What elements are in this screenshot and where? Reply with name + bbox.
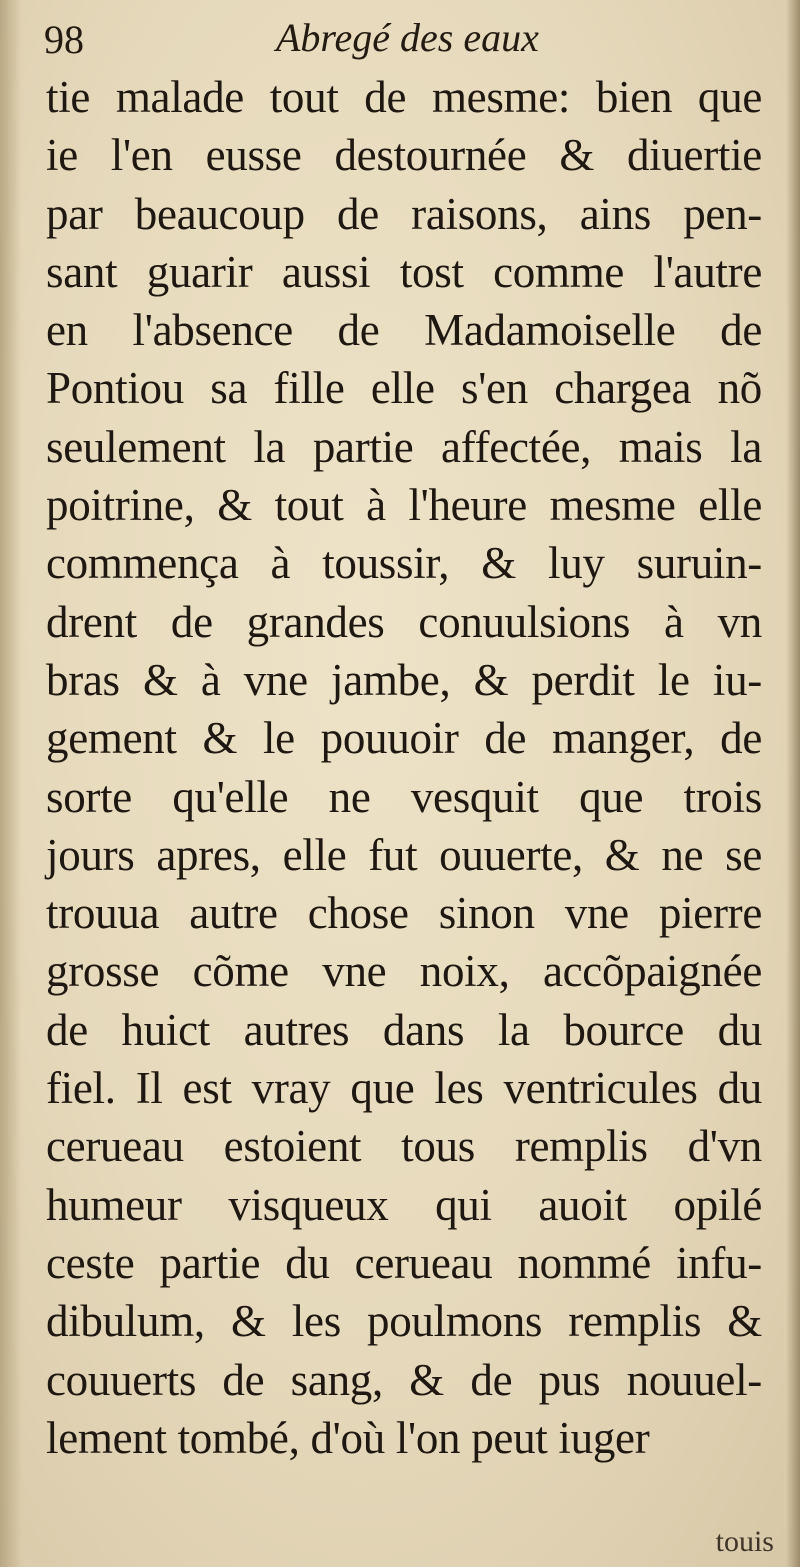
text-line: poitrine, & tout à l'heure mesme elle [46, 480, 762, 531]
text-line: lement tombé, d'où l'on peut iuger [46, 1412, 650, 1463]
text-line: ie l'en eusse destournée & diuertie [46, 130, 762, 181]
text-line: sorte qu'elle ne vesquit que trois [46, 771, 762, 822]
text-line: par beaucoup de raisons, ains pen- [46, 188, 762, 239]
text-line: commença à toussir, & luy suruin- [46, 538, 762, 589]
page-gutter-shadow [0, 0, 22, 1567]
catchword: touis [715, 1525, 774, 1558]
text-line: jours apres, elle fut ouuerte, & ne se [46, 829, 762, 880]
text-line: grosse cõme vne noix, accõpaignée [46, 946, 762, 997]
page-number: 98 [44, 17, 84, 62]
text-line: gement & le pouuoir de manger, de [46, 713, 762, 764]
text-line: couuerts de sang, & de pus nouuel- [46, 1354, 762, 1405]
text-line: sant guarir aussi tost comme l'autre [46, 246, 762, 297]
page-edge-shadow [786, 0, 800, 1567]
text-line: Pontiou sa fille elle s'en chargea nõ [46, 363, 762, 414]
text-line: cerueau estoient tous remplis d'vn [46, 1121, 762, 1172]
text-line: bras & à vne jambe, & perdit le iu- [46, 654, 762, 705]
text-line: en l'absence de Madamoiselle de [46, 305, 762, 356]
text-line: tie malade tout de mesme: bien que [46, 72, 762, 122]
text-line: humeur visqueux qui auoit opilé [46, 1179, 762, 1230]
text-line: fiel. Il est vray que les ventricules du [46, 1063, 762, 1114]
text-line: dibulum, & les poulmons remplis & [46, 1296, 762, 1347]
text-line: drent de grandes conuulsions à vn [46, 596, 762, 647]
text-line: trouua autre chose sinon vne pierre [46, 888, 762, 939]
body-text [46, 68, 762, 1467]
text-line: ceste partie du cerueau nommé infu- [46, 1237, 762, 1288]
page-header [44, 12, 760, 72]
running-title: Abregé des eaux [276, 15, 539, 60]
text-line: de huict autres dans la bource du [46, 1004, 762, 1055]
text-line: seulement la partie affectée, mais la [46, 421, 762, 472]
